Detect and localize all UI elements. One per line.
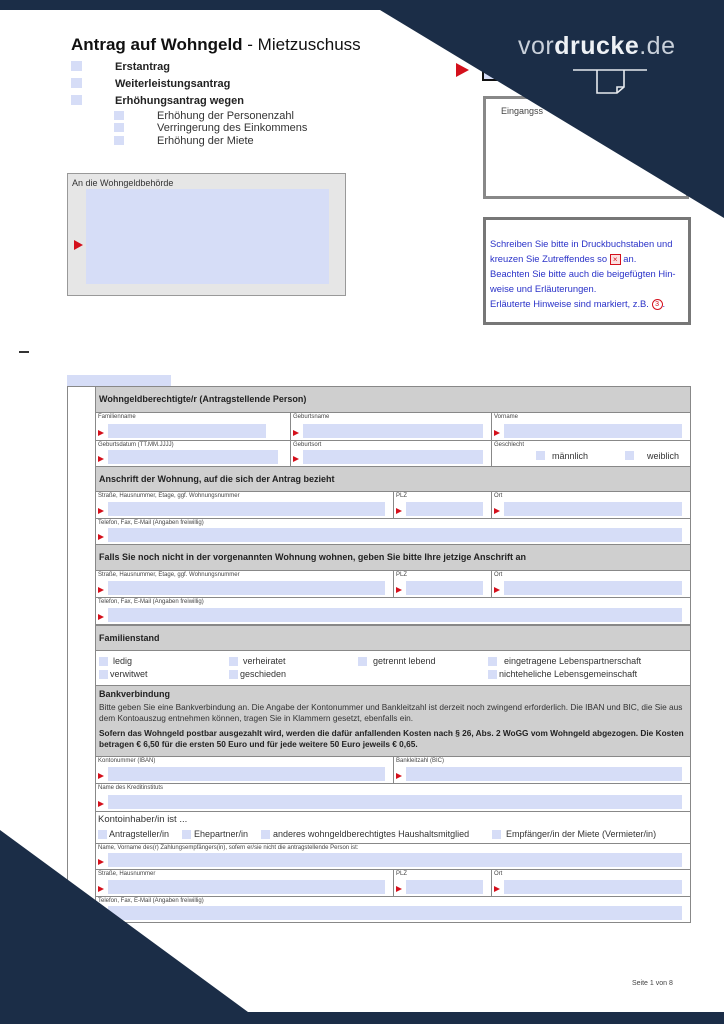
field-label: Straße, Hausnummer, Etage, ggf. Wohnungsnummer <box>98 572 240 578</box>
field-label: Name des Kreditinstituts <box>98 785 164 791</box>
option-label: Erstantrag <box>115 61 171 73</box>
option-label: verwitwet <box>110 669 148 679</box>
option-label: Antragsteller/in <box>109 829 170 839</box>
section-header-familienstand: Familienstand <box>96 625 690 651</box>
field-label: Geburtsname <box>293 414 330 420</box>
bottom-banner-shape <box>0 830 724 1024</box>
title-rest: - Mietzuschuss <box>242 35 361 54</box>
note-marker-icon: 3 <box>652 299 663 310</box>
field-label: Telefon, Fax, E-Mail (Angaben freiwillig) <box>98 898 204 904</box>
option-label: nichteheliche Lebensgemeinschaft <box>499 669 638 679</box>
bank-fee-text: Sofern das Wohngeld postbar ausgezahlt wird, werden die dafür anfallenden Kosten nach § 26, Abs. 2 WoGG vom Wohngeld abgezogen. Die Kosten betragen € 6,50 für die ersten 50 Euro und für jede weitere 50 Euro jeweils € 0,65. <box>99 728 684 749</box>
option-label: weiblich <box>647 451 680 461</box>
option-label: ledig <box>113 656 133 666</box>
field-label: Straße, Hausnummer <box>98 871 156 877</box>
hint-text: Erläuterte Hinweise sind markiert, z.B. <box>490 298 652 309</box>
option-label: männlich <box>552 451 589 461</box>
field-label: Geschlecht <box>494 442 525 448</box>
option-label: eingetragene Lebenspartnerschaft <box>504 656 642 666</box>
hint-text: an. <box>620 253 637 264</box>
hint-line: weise und Erläuterungen. <box>490 283 597 294</box>
field-label: Kontonummer (IBAN) <box>98 758 156 764</box>
page-number: Seite 1 von 8 <box>632 980 673 987</box>
option-label: getrennt lebend <box>373 656 436 666</box>
section-header-anschrift: Anschrift der Wohnung, auf die sich der Antrag bezieht <box>96 466 690 492</box>
brand-logo <box>518 32 675 61</box>
checked-box-icon: × <box>610 254 621 265</box>
section-header-bank: Bankverbindung <box>99 689 171 699</box>
field-label: Ort <box>494 572 503 578</box>
sub-option-label: Erhöhung der Personenzahl <box>157 110 294 122</box>
field-label: Familienname <box>98 414 136 420</box>
option-label: anderes wohngeldberechtigtes Haushaltsmitglied <box>273 829 470 839</box>
option-label: verheiratet <box>243 656 286 666</box>
field-label: PLZ <box>396 572 408 578</box>
field-label: Vorname <box>494 414 519 420</box>
hint-line: Beachten Sie bitte auch die beigefügten Hin- <box>490 268 676 279</box>
hint-text: . <box>662 298 666 309</box>
option-label: geschieden <box>240 669 287 679</box>
sub-option-label: Erhöhung der Miete <box>157 135 254 147</box>
section-header-jetzige-anschrift: Falls Sie noch nicht in der vorgenannten Wohnung wohnen, geben Sie bitte Ihre jetzige Anschrift an <box>96 544 690 571</box>
field-label: PLZ <box>396 493 408 499</box>
logo-pre: vor <box>518 32 555 60</box>
logo-post: .de <box>639 32 676 60</box>
behoerde-label: An die Wohngeldbehörde <box>72 178 174 188</box>
field-label: Ort <box>494 871 503 877</box>
field-label: Geburtsdatum (TT.MM.JJJJ) <box>98 442 174 448</box>
field-label: Name, Vorname des(r) Zahlungsempfängers(in), sofern er/sie nicht die antragstellende Person ist: <box>98 845 359 851</box>
field-label: Telefon, Fax, E-Mail (Angaben freiwillig) <box>98 599 204 605</box>
section-header-person: Wohngeldberechtigte/r (Antragstellende Person) <box>96 387 690 413</box>
kontoinhaber-label: Kontoinhaber/in ist ... <box>98 814 188 825</box>
option-label: Erhöhungsantrag wegen <box>115 95 244 107</box>
field-label: Bankleitzahl (BIC) <box>396 758 445 764</box>
option-label: Ehepartner/in <box>194 829 249 839</box>
hint-text: kreuzen Sie Zutreffendes so <box>490 253 610 264</box>
logo-bold: drucke <box>554 32 640 60</box>
field-label: Ort <box>494 493 503 499</box>
field-label: PLZ <box>396 871 408 877</box>
option-label: Weiterleistungsantrag <box>115 78 231 90</box>
field-label: Telefon, Fax, E-Mail (Angaben freiwillig) <box>98 520 204 526</box>
field-label: Geburtsort <box>293 442 322 448</box>
option-label: Empfänger/in der Miete (Vermieter/in) <box>506 829 657 839</box>
eingang-label: Eingangss <box>501 106 544 116</box>
sub-option-label: Verringerung des Einkommens <box>157 122 308 134</box>
hint-line: Schreiben Sie bitte in Druckbuchstaben und <box>490 238 673 249</box>
field-label: Straße, Hausnummer, Etage, ggf. Wohnungsnummer <box>98 493 240 499</box>
title-bold: Antrag auf Wohngeld <box>71 35 243 54</box>
bank-info-text: Bitte geben Sie eine Bankverbindung an. Die Angabe der Kontonummer und Bankleitzahl ist derzeit noch zwingend erforderlich. Die IBAN und BIC, die Sie aus dem Kontoauszug entnehmen können, tragen Sie in Klammern gesetzt, ebenfalls ein. <box>99 702 683 723</box>
